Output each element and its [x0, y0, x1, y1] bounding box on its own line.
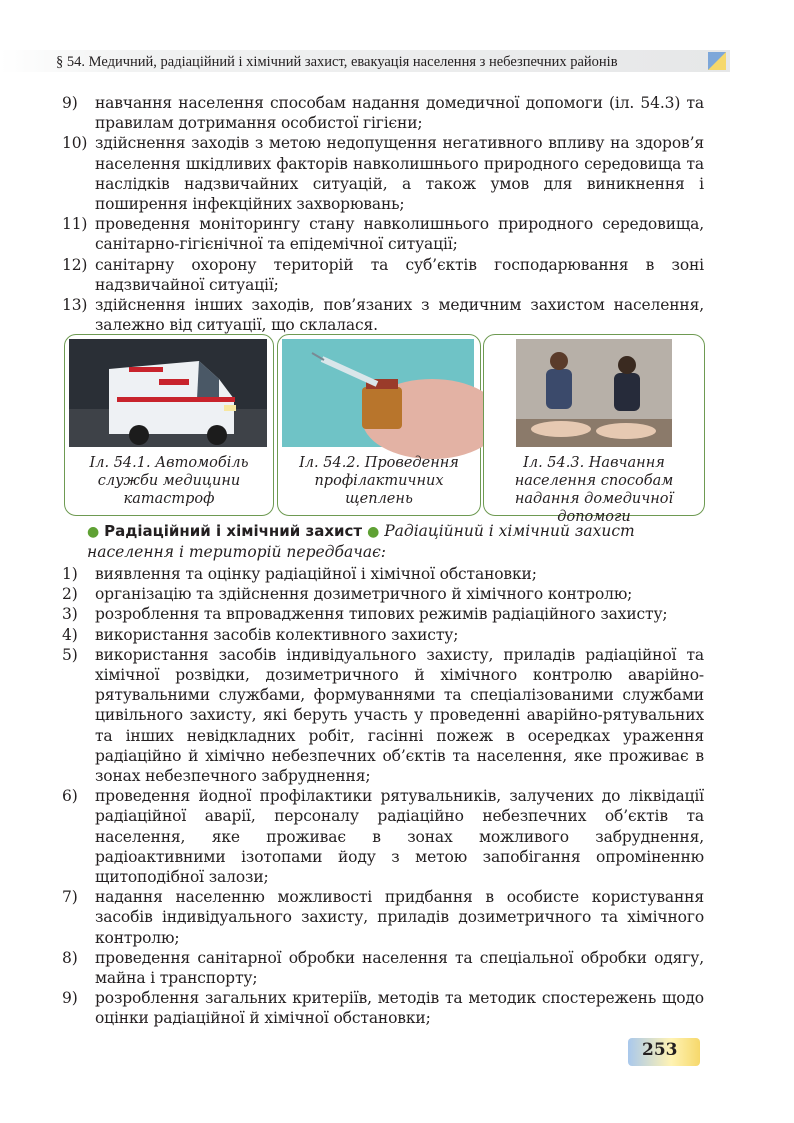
- list-item: [62, 786, 704, 887]
- list-item: [62, 887, 704, 948]
- list-item: [62, 564, 704, 584]
- list-item-text: виявлення та оцінку радіаційної і хімічної обстановки;: [95, 565, 537, 583]
- radiation-measures-list: [62, 564, 704, 1029]
- list-item-text: проведення санітарної обробки населення та спеціальної обробки одягу, майна і транспорту;: [95, 948, 704, 988]
- list-item: [62, 255, 704, 295]
- illustrations-row: [64, 334, 706, 525]
- list-item-number: 12): [62, 255, 88, 274]
- list-item-text: здійснення інших заходів, пов’язаних з медичним захистом населення, залежно від ситуації, що склалася.: [95, 296, 704, 335]
- page-number: 253: [642, 1040, 678, 1060]
- list-item-text: проведення йодної профілактики рятувальників, залучених до ліквідації радіаційної аварії, персоналу радіаційно небезпечних об’єктів та населення, яке проживає в зонах можливого забруднення, радіоактивними ізотопами йоду з метою запобігання опроміненню щитоподібної залози;: [95, 787, 704, 887]
- list-item-text: проведення моніторингу стану навколишнього природного середовища, санітарно-гігієнічної та епідемічної ситуації;: [95, 215, 704, 254]
- list-item: [62, 295, 704, 335]
- list-item-number: 4): [62, 625, 78, 644]
- list-item-text: використання засобів індивідуального захисту, приладів радіаційної та хімічної розвідки, дозиметричного й хімічного контролю аварійно-рятувальними службами, формуваннями та спеціалізованими службами цивільного захисту, які беруть участь у проведенні аварійно-рятувальних та інших невідкладних робіт, гасінні пожеж в осередках ураження радіаційно й хімічно небезпечних об’єктів та населення, яке проживає в зонах небезпечного забруднення;: [95, 645, 704, 786]
- list-item-text: здійснення заходів з метою недопущення негативного впливу на здоров’я населення шкідливих факторів навколишнього природного середовища та наслідків надзвичайних ситуацій, а також умов для виникнення і поширення інфекційних захворювань;: [95, 134, 704, 214]
- list-item-text: розроблення та впровадження типових режимів радіаційного захисту;: [95, 605, 668, 624]
- figure-caption: Іл. 54.3. Навчання населення способам надання домедичної допомоги: [514, 455, 674, 525]
- list-item-text: розроблення загальних критеріїв, методів та методик спостережень щодо оцінки радіаційної й хімічної обстановки;: [95, 989, 704, 1028]
- list-item-text: навчання населення способам надання домедичної допомоги (іл. 54.3) та правилам дотримання особистої гігієни;: [95, 94, 704, 133]
- list-item: [62, 584, 704, 604]
- list-item: [62, 625, 704, 645]
- list-item-text: санітарну охорону територій та суб’єктів господарювання в зоні надзвичайної ситуації;: [95, 255, 704, 294]
- list-item-number: 7): [62, 888, 78, 907]
- list-item-number: 1): [62, 565, 78, 583]
- list-item-number: 13): [62, 296, 88, 315]
- list-item: [62, 988, 704, 1028]
- list-item: [62, 133, 704, 214]
- figure-first-aid-training: [483, 334, 705, 525]
- list-item-text: використання засобів колективного захисту;: [95, 625, 459, 644]
- list-item: [62, 214, 704, 254]
- header-corner-decoration: [708, 52, 726, 70]
- list-item-number: 10): [62, 134, 88, 153]
- list-item: [62, 93, 704, 133]
- bullet-dot-icon: ●: [87, 524, 100, 540]
- figure-caption: Іл. 54.2. Проведення профілактичних щеплень: [299, 455, 459, 507]
- figure-ambulance: [64, 334, 274, 516]
- figure-vaccination: [277, 334, 481, 516]
- ambulance-photo: [69, 339, 267, 447]
- list-item-number: 6): [62, 787, 78, 806]
- vaccination-photo: [282, 339, 474, 447]
- bullet-dot-icon: ●: [367, 524, 380, 540]
- list-item: [62, 645, 704, 786]
- radiation-chemical-section-intro: [87, 521, 704, 562]
- medical-measures-list: [62, 93, 704, 335]
- list-item-number: 3): [62, 605, 78, 624]
- list-item-number: 9): [62, 989, 78, 1008]
- first-aid-training-photo: [516, 339, 672, 447]
- list-item-number: 5): [62, 645, 78, 664]
- figure-caption: Іл. 54.1. Автомобіль служби медицини катастроф: [89, 455, 249, 507]
- list-item-number: 2): [62, 585, 78, 604]
- list-item: [62, 604, 704, 624]
- running-header-title: § 54. Медичний, радіаційний і хімічний захист, евакуація населення з небезпечних районів: [56, 54, 618, 70]
- list-item-number: 11): [62, 215, 88, 234]
- list-item-text: організацію та здійснення дозиметричного й хімічного контролю;: [95, 585, 633, 604]
- list-item-number: 9): [62, 94, 78, 112]
- section-heading: Радіаційний і хімічний захист: [104, 522, 363, 540]
- list-item-number: 8): [62, 948, 78, 967]
- list-item-text: надання населенню можливості придбання в особисте користування засобів індивідуального захисту, приладів дозиметричного та хімічного контролю;: [95, 888, 704, 947]
- list-item: [62, 948, 704, 988]
- section-intro-text: Радіаційний і хімічний захист населення і територій передбачає:: [87, 522, 635, 562]
